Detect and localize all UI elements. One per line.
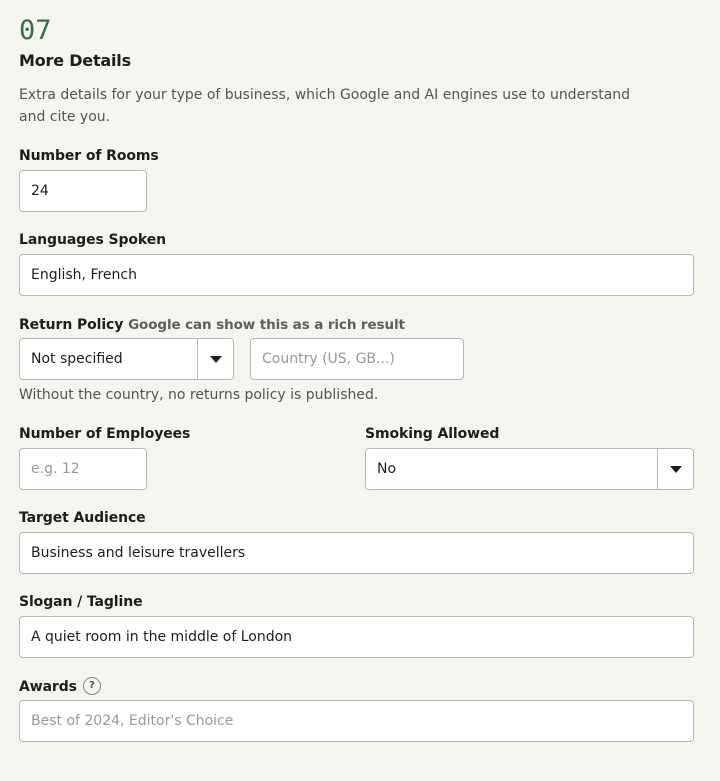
section-title: More Details [19,51,131,70]
rooms-input[interactable] [19,170,147,212]
employees-label: Number of Employees [19,426,191,442]
slogan-label: Slogan / Tagline [19,594,143,610]
return-policy-label [19,316,405,334]
return-policy-help-text: Without the country, no returns policy is published. [19,387,379,403]
employees-input[interactable] [19,448,147,490]
section-description: Extra details for your type of business, which Google and AI engines use to understand and cite you. [19,87,631,125]
smoking-selected-value: No [377,461,397,477]
return-policy-country-input[interactable] [250,338,464,380]
languages-input[interactable] [19,254,694,296]
return-policy-select[interactable] [19,338,234,380]
help-icon[interactable]: ? [83,677,101,695]
smoking-label: Smoking Allowed [365,426,500,442]
languages-label: Languages Spoken [19,232,167,248]
return-policy-selected-value: Not specified [31,351,123,367]
awards-label-text: Awards [19,679,77,695]
awards-input[interactable] [19,700,694,742]
chevron-down-icon[interactable] [657,449,693,489]
return-policy-label-text: Return Policy [19,317,124,333]
smoking-select[interactable] [365,448,694,490]
rooms-label: Number of Rooms [19,148,159,164]
return-policy-hint: Google can show this as a rich result [128,317,405,333]
chevron-down-icon[interactable] [197,339,233,379]
slogan-input[interactable] [19,616,694,658]
audience-label: Target Audience [19,510,146,526]
audience-input[interactable] [19,532,694,574]
step-number: 07 [19,15,52,46]
awards-label [19,678,101,696]
